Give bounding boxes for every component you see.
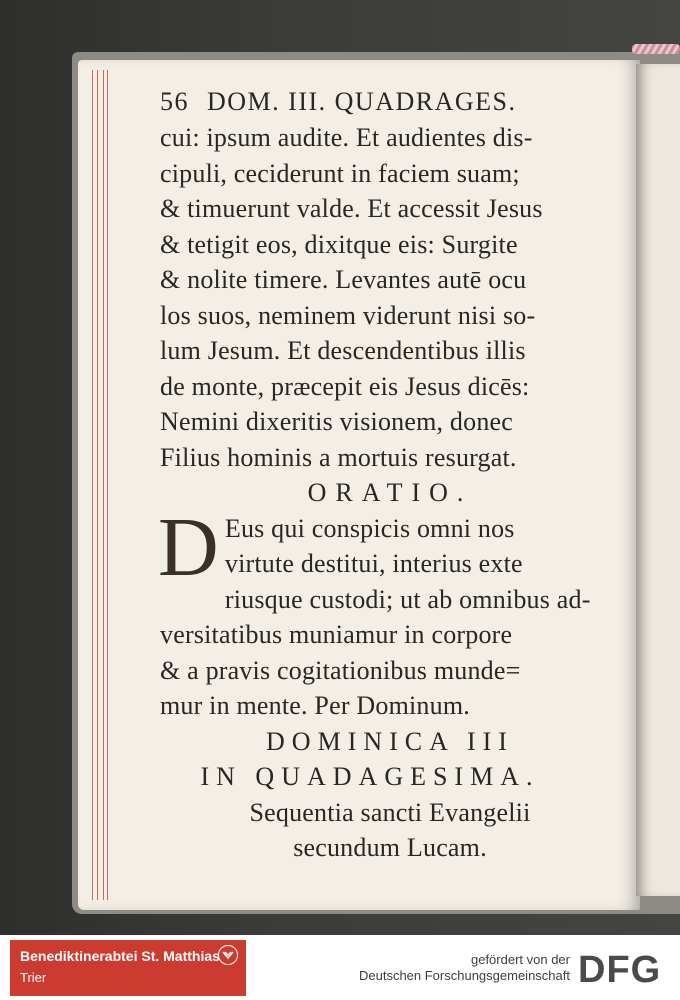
text-line: & timuerunt valde. Et accessit Jesus — [160, 194, 543, 223]
text-line: los suos, neminem viderunt nisi so- — [160, 300, 536, 330]
text-line: cipuli, ceciderunt in faciem suam; — [160, 158, 520, 188]
dominica-subtitle: IN QUADAGESIMA. — [200, 762, 540, 791]
oratio-opening — [158, 500, 620, 594]
book-page-right — [636, 64, 680, 896]
funding-line: Deutschen Forschungsgemeinschaft — [358, 968, 570, 983]
text-line: riusque custodi; ut ab omnibus ad- — [224, 584, 591, 614]
binding-thread — [632, 44, 680, 54]
margin-rule — [97, 70, 98, 900]
text-line: virtute destitui, interius exte — [224, 549, 523, 578]
institution-place: Trier — [20, 970, 47, 985]
text-line: Eus qui conspicis omni nos — [224, 513, 515, 543]
margin-rule — [103, 70, 104, 900]
text-line: & tetigit eos, dixitque eis: Surgite — [160, 229, 518, 259]
page-number: 56 — [160, 87, 189, 116]
running-header — [160, 84, 620, 120]
margin-rule — [92, 70, 93, 900]
institution-badge[interactable] — [10, 940, 246, 996]
text-line: versitatibus muniamur in corpore — [160, 620, 513, 649]
oratio-heading: ORATIO. — [307, 478, 473, 507]
text-line: mur in mente. Per Dominum. — [160, 691, 470, 720]
gospel-line: secundum Lucam. — [293, 833, 487, 862]
text-line: Filius hominis a mortuis resurgat. — [160, 442, 517, 472]
abbey-emblem-icon — [218, 945, 238, 965]
dfg-logo-text: DFG — [578, 949, 662, 990]
funding-line: gefördert von der — [470, 952, 570, 967]
page-text — [160, 84, 620, 866]
institution-name: Benediktinerabtei St. Matthias — [20, 948, 220, 964]
running-title: DOM. III. QUADRAGES. — [207, 87, 517, 116]
drop-cap: D — [158, 500, 219, 594]
text-line: de monte, præcepit eis Jesus dicēs: — [160, 371, 530, 401]
dominica-title: DOMINICA III — [266, 726, 514, 756]
margin-rule — [107, 70, 108, 900]
text-line: cui: ipsum audite. Et audientes dis- — [160, 123, 533, 152]
text-line: & a pravis cogitationibus munde= — [160, 655, 521, 685]
gospel-line: Sequentia sancti Evangelii — [249, 797, 531, 827]
text-line: lum Jesum. Et descendentibus illis — [160, 336, 526, 365]
dfg-logo[interactable] — [576, 946, 672, 990]
text-line: Nemini dixeritis visionem, donec — [160, 407, 514, 436]
text-line: & nolite timere. Levantes autē ocu — [160, 265, 527, 294]
funding-notice — [359, 952, 570, 984]
